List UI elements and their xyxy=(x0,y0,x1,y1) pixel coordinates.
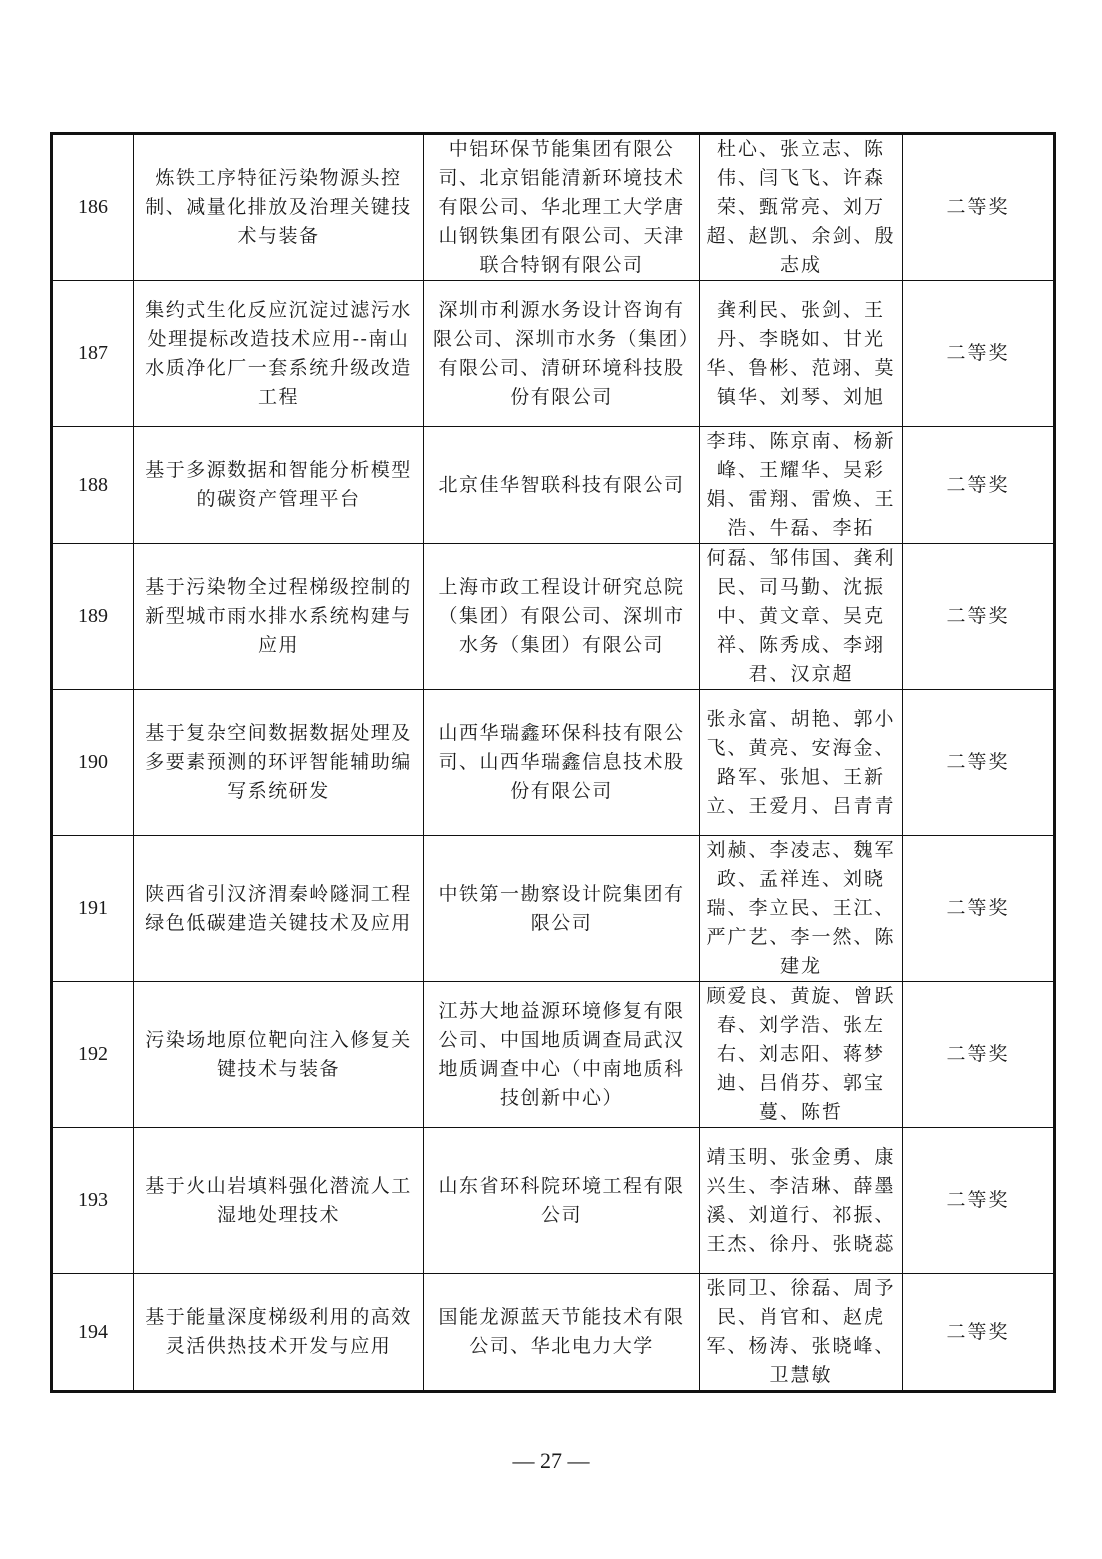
table-row xyxy=(52,1274,1055,1392)
award-level: 二等奖 xyxy=(903,836,1055,982)
project-name: 基于多源数据和智能分析模型的碳资产管理平台 xyxy=(134,427,424,544)
row-number: 194 xyxy=(52,1274,134,1392)
units: 中铁第一勘察设计院集团有限公司 xyxy=(424,836,700,982)
table-row xyxy=(52,134,1055,281)
award-level: 二等奖 xyxy=(903,427,1055,544)
award-level: 二等奖 xyxy=(903,1274,1055,1392)
units: 上海市政工程设计研究总院（集团）有限公司、深圳市水务（集团）有限公司 xyxy=(424,544,700,690)
people: 靖玉明、张金勇、康兴生、李洁琳、薛墨溪、刘道行、祁振、王杰、徐丹、张晓蕊 xyxy=(700,1128,903,1274)
award-level: 二等奖 xyxy=(903,134,1055,281)
table-row xyxy=(52,1128,1055,1274)
row-number: 186 xyxy=(52,134,134,281)
units: 江苏大地益源环境修复有限公司、中国地质调查局武汉地质调查中心（中南地质科技创新中心） xyxy=(424,982,700,1128)
project-name: 基于污染物全过程梯级控制的新型城市雨水排水系统构建与应用 xyxy=(134,544,424,690)
table-row xyxy=(52,427,1055,544)
award-level: 二等奖 xyxy=(903,544,1055,690)
row-number: 188 xyxy=(52,427,134,544)
units: 国能龙源蓝天节能技术有限公司、华北电力大学 xyxy=(424,1274,700,1392)
table-row xyxy=(52,690,1055,836)
units: 山西华瑞鑫环保科技有限公司、山西华瑞鑫信息技术股份有限公司 xyxy=(424,690,700,836)
row-number: 190 xyxy=(52,690,134,836)
units: 深圳市利源水务设计咨询有限公司、深圳市水务（集团）有限公司、清研环境科技股份有限公司 xyxy=(424,281,700,427)
project-name: 基于火山岩填料强化潜流人工湿地处理技术 xyxy=(134,1128,424,1274)
row-number: 193 xyxy=(52,1128,134,1274)
project-name: 炼铁工序特征污染物源头控制、减量化排放及治理关键技术与装备 xyxy=(134,134,424,281)
people: 刘赪、李凌志、魏军政、孟祥连、刘晓瑞、李立民、王江、严广艺、李一然、陈建龙 xyxy=(700,836,903,982)
table-row xyxy=(52,836,1055,982)
table-row xyxy=(52,281,1055,427)
people: 何磊、邹伟国、龚利民、司马勤、沈振中、黄文章、吴克祥、陈秀成、李翊君、汉京超 xyxy=(700,544,903,690)
people: 李玮、陈京南、杨新峰、王耀华、吴彩娟、雷翔、雷焕、王浩、牛磊、李拓 xyxy=(700,427,903,544)
award-level: 二等奖 xyxy=(903,982,1055,1128)
project-name: 污染场地原位靶向注入修复关键技术与装备 xyxy=(134,982,424,1128)
people: 张同卫、徐磊、周予民、肖官和、赵虎军、杨涛、张晓峰、卫慧敏 xyxy=(700,1274,903,1392)
row-number: 192 xyxy=(52,982,134,1128)
page-number: — 27 — xyxy=(512,1448,590,1473)
project-name: 基于复杂空间数据数据处理及多要素预测的环评智能辅助编写系统研发 xyxy=(134,690,424,836)
units: 山东省环科院环境工程有限公司 xyxy=(424,1128,700,1274)
row-number: 191 xyxy=(52,836,134,982)
project-name: 集约式生化反应沉淀过滤污水处理提标改造技术应用--南山水质净化厂一套系统升级改造工程 xyxy=(134,281,424,427)
table-row xyxy=(52,982,1055,1128)
people: 顾爱良、黄旋、曾跃春、刘学浩、张左右、刘志阳、蒋梦迪、吕俏芬、郭宝蔓、陈哲 xyxy=(700,982,903,1128)
people: 杜心、张立志、陈伟、闫飞飞、许森荣、甄常亮、刘万超、赵凯、余剑、殷志成 xyxy=(700,134,903,281)
award-level: 二等奖 xyxy=(903,1128,1055,1274)
table-row xyxy=(52,544,1055,690)
people: 张永富、胡艳、郭小飞、黄亮、安海金、路军、张旭、王新立、王爱月、吕青青 xyxy=(700,690,903,836)
people: 龚利民、张剑、王丹、李晓如、甘光华、鲁彬、范翊、莫镇华、刘琴、刘旭 xyxy=(700,281,903,427)
award-level: 二等奖 xyxy=(903,281,1055,427)
units: 中铝环保节能集团有限公司、北京铝能清新环境技术有限公司、华北理工大学唐山钢铁集团有限公司、天津联合特钢有限公司 xyxy=(424,134,700,281)
units: 北京佳华智联科技有限公司 xyxy=(424,427,700,544)
project-name: 基于能量深度梯级利用的高效灵活供热技术开发与应用 xyxy=(134,1274,424,1392)
award-table xyxy=(50,132,1056,1393)
row-number: 189 xyxy=(52,544,134,690)
row-number: 187 xyxy=(52,281,134,427)
project-name: 陕西省引汉济渭秦岭隧洞工程绿色低碳建造关键技术及应用 xyxy=(134,836,424,982)
award-level: 二等奖 xyxy=(903,690,1055,836)
